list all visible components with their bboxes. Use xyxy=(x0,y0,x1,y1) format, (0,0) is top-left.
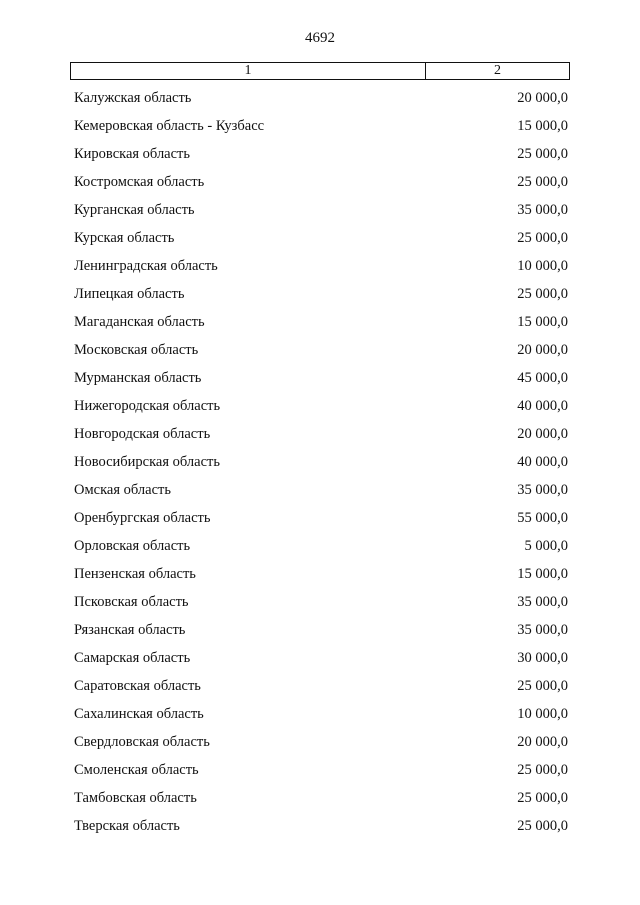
table-row xyxy=(74,420,568,448)
region-name: Кемеровская область - Кузбасс xyxy=(74,117,265,134)
amount-value: 25 000,0 xyxy=(517,145,568,162)
table-row xyxy=(74,252,568,280)
table-row xyxy=(74,700,568,728)
amount-value: 40 000,0 xyxy=(517,453,568,470)
region-name: Сахалинская область xyxy=(74,705,204,722)
region-name: Свердловская область xyxy=(74,733,210,750)
region-name: Мурманская область xyxy=(74,369,202,386)
amount-value: 20 000,0 xyxy=(517,733,568,750)
region-name: Саратовская область xyxy=(74,677,201,694)
region-name: Нижегородская область xyxy=(74,397,221,414)
table-row xyxy=(74,756,568,784)
region-name: Ленинградская область xyxy=(74,257,218,274)
table-row xyxy=(74,336,568,364)
table-row xyxy=(74,392,568,420)
region-name: Самарская область xyxy=(74,649,191,666)
amount-value: 45 000,0 xyxy=(517,369,568,386)
region-name: Курская область xyxy=(74,229,175,246)
amount-value: 35 000,0 xyxy=(517,201,568,218)
region-name: Псковская область xyxy=(74,593,189,610)
table-row xyxy=(74,784,568,812)
amount-value: 15 000,0 xyxy=(517,565,568,582)
amount-value: 35 000,0 xyxy=(517,621,568,638)
amount-value: 25 000,0 xyxy=(517,677,568,694)
region-name: Калужская область xyxy=(74,89,192,106)
amount-value: 25 000,0 xyxy=(517,789,568,806)
amount-value: 20 000,0 xyxy=(517,89,568,106)
table-row xyxy=(74,560,568,588)
region-name: Омская область xyxy=(74,481,171,498)
region-name: Орловская область xyxy=(74,537,191,554)
table-row xyxy=(74,476,568,504)
amount-value: 30 000,0 xyxy=(517,649,568,666)
table-row xyxy=(74,616,568,644)
amount-value: 25 000,0 xyxy=(517,229,568,246)
amount-value: 25 000,0 xyxy=(517,817,568,834)
table-row xyxy=(74,280,568,308)
table-header xyxy=(70,62,570,80)
region-name: Новосибирская область xyxy=(74,453,220,470)
region-name: Липецкая область xyxy=(74,285,185,302)
region-name: Кировская область xyxy=(74,145,191,162)
region-name: Рязанская область xyxy=(74,621,186,638)
table-row xyxy=(74,224,568,252)
table-row xyxy=(74,504,568,532)
region-name: Смоленская область xyxy=(74,761,199,778)
table-row xyxy=(74,448,568,476)
region-name: Тверская область xyxy=(74,817,180,834)
amount-value: 35 000,0 xyxy=(517,593,568,610)
table-row xyxy=(74,168,568,196)
amount-value: 40 000,0 xyxy=(517,397,568,414)
region-name: Пензенская область xyxy=(74,565,196,582)
table-row xyxy=(74,672,568,700)
table-row xyxy=(74,532,568,560)
amount-value: 10 000,0 xyxy=(517,705,568,722)
amount-value: 20 000,0 xyxy=(517,425,568,442)
table-row xyxy=(74,308,568,336)
table-row xyxy=(74,364,568,392)
amount-value: 20 000,0 xyxy=(517,341,568,358)
table-row xyxy=(74,728,568,756)
amount-value: 55 000,0 xyxy=(517,509,568,526)
table-row xyxy=(74,588,568,616)
amount-value: 25 000,0 xyxy=(517,173,568,190)
region-name: Новгородская область xyxy=(74,425,211,442)
table-row xyxy=(74,812,568,840)
region-name: Тамбовская область xyxy=(74,789,197,806)
amount-value: 5 000,0 xyxy=(524,537,568,554)
table-row xyxy=(74,140,568,168)
table-row xyxy=(74,84,568,112)
amount-value: 25 000,0 xyxy=(517,761,568,778)
table-row xyxy=(74,644,568,672)
region-name: Курганская область xyxy=(74,201,195,218)
amount-value: 25 000,0 xyxy=(517,285,568,302)
table-row xyxy=(74,196,568,224)
amount-value: 15 000,0 xyxy=(517,313,568,330)
table-row xyxy=(74,112,568,140)
amount-value: 15 000,0 xyxy=(517,117,568,134)
region-name: Московская область xyxy=(74,341,199,358)
amount-value: 35 000,0 xyxy=(517,481,568,498)
column-header-1: 1 xyxy=(71,63,426,79)
page-number: 4692 xyxy=(305,30,335,46)
region-name: Оренбургская область xyxy=(74,509,211,526)
amount-value: 10 000,0 xyxy=(517,257,568,274)
region-name: Магаданская область xyxy=(74,313,205,330)
region-name: Костромская область xyxy=(74,173,205,190)
region-table-body xyxy=(74,84,568,840)
column-header-2: 2 xyxy=(494,63,501,78)
